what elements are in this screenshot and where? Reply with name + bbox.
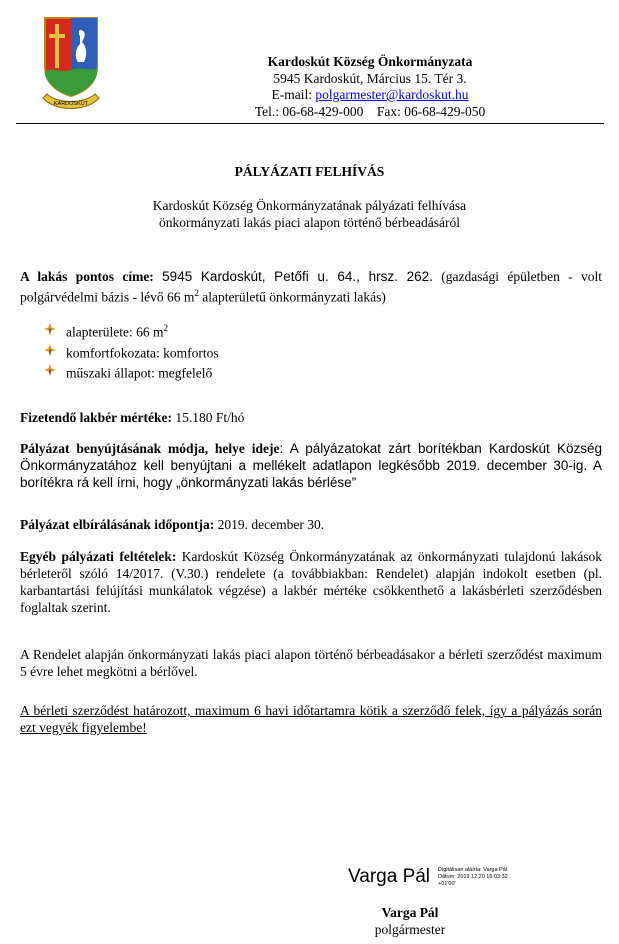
- address-description-end: alapterületű önkormányzati lakás): [198, 289, 386, 305]
- signatory-role: polgármester: [374, 922, 446, 937]
- letterhead: [150, 54, 590, 120]
- property-text: alapterülete: 66 m: [66, 324, 164, 340]
- address-label: A lakás pontos címe:: [20, 269, 154, 284]
- bullet-icon: [44, 323, 56, 335]
- submission-label: Pályázat benyújtásának módja, helye ideje: [20, 441, 280, 456]
- phone-fax: Tel.: 06-68-429-000 Fax: 06-68-429-050: [254, 103, 486, 119]
- email-line: [150, 87, 590, 104]
- property-item: [44, 361, 219, 382]
- property-text: komfortfokozata: komfortos: [66, 345, 219, 360]
- regulation-paragraph: A Rendelet alapján önkormányzati lakás piaci alapon történő bérbeadásakor a bérleti szerződést maximum 5 évre lehet megkötni a bérlővel.: [20, 647, 602, 679]
- organization-name: Kardoskút Község Önkormányzata: [267, 54, 473, 69]
- signature-signer: Digitálisan aláírta: Varga Pál: [438, 867, 507, 873]
- municipal-crest: [40, 14, 102, 114]
- submission-paragraph: [20, 440, 602, 491]
- bullet-icon: [44, 364, 56, 376]
- digital-signature-name: Varga Pál: [348, 866, 431, 887]
- property-sup: 2: [163, 323, 168, 333]
- rent-label: Fizetendő lakbér mértéke:: [20, 410, 172, 425]
- header-divider: [16, 123, 604, 124]
- document-subtitle: [0, 197, 619, 231]
- other-conditions-paragraph: [20, 548, 602, 616]
- notice-paragraph: A bérleti szerződést határozott, maximum 6 havi időtartamra kötik a szerződő felek, így a pályázás során ezt vegyék figyelembe!: [20, 703, 602, 735]
- property-item: [44, 341, 219, 362]
- rent-value: 15.180 Ft/hó: [171, 410, 245, 425]
- address-description-sup: 2: [194, 288, 199, 298]
- evaluation-paragraph: [20, 516, 602, 533]
- submission-text: : A pályázatokat zárt borítékban Kardoskút Község Önkormányzatához kell benyújtani a mellékelt adatlapon legkésőbb 2019. december 30-ig. A borítékra rá kell írni, hogy „önkormányzati lakás bérlése”: [20, 441, 602, 490]
- subtitle-line-1: Kardoskút Község Önkormányzatának pályázati felhívása: [152, 198, 467, 213]
- property-text: műszaki állapot: megfelelő: [66, 365, 213, 381]
- signatory-name: Varga Pál: [381, 905, 439, 920]
- apartment-address-paragraph: [20, 268, 602, 306]
- signature-timezone: +01'00': [438, 881, 456, 887]
- digital-signature-details: [438, 867, 548, 888]
- evaluation-label: Pályázat elbírálásának időpontja:: [20, 517, 215, 532]
- apartment-properties-list: [44, 320, 219, 382]
- email-link[interactable]: polgarmester@kardoskut.hu: [315, 87, 469, 102]
- other-conditions-label: Egyéb pályázati feltételek:: [20, 549, 177, 564]
- address-description: (gazdasági épületben - volt polgárvédelmi bázis - lévő 66 m: [20, 269, 603, 305]
- subtitle-line-2: önkormányzati lakás piaci alapon történő bérbeadásáról: [158, 215, 460, 230]
- organization-address: 5945 Kardoskút, Március 15. Tér 3.: [273, 70, 467, 86]
- document-title: PÁLYÁZATI FELHÍVÁS: [234, 164, 385, 179]
- address-value: 5945 Kardoskút, Petőfi u. 64., hrsz. 262.: [162, 269, 433, 284]
- rent-paragraph: [20, 409, 602, 426]
- other-conditions-text: Kardoskút Község Önkormányzatának az önkormányzati tulajdonú lakások bérleteről szóló 14/2017. (V.30.) rendelete (a továbbiakban: Rendelet) alapján indokolt esetben (pl. karbantartási felújítási munkálatok végzése) a lakbér mértéke csökkenthető a lakásbérleti szerződésben foglaltak szerint.: [20, 549, 603, 615]
- property-item: [44, 320, 219, 341]
- bullet-icon: [44, 344, 56, 356]
- evaluation-value: 2019. december 30.: [214, 517, 325, 532]
- signature-date: Dátum: 2019.12.20 16:03:32: [438, 874, 508, 880]
- crest-banner-text: KARDOSKÚT: [53, 101, 89, 107]
- email-label: E-mail:: [271, 87, 316, 102]
